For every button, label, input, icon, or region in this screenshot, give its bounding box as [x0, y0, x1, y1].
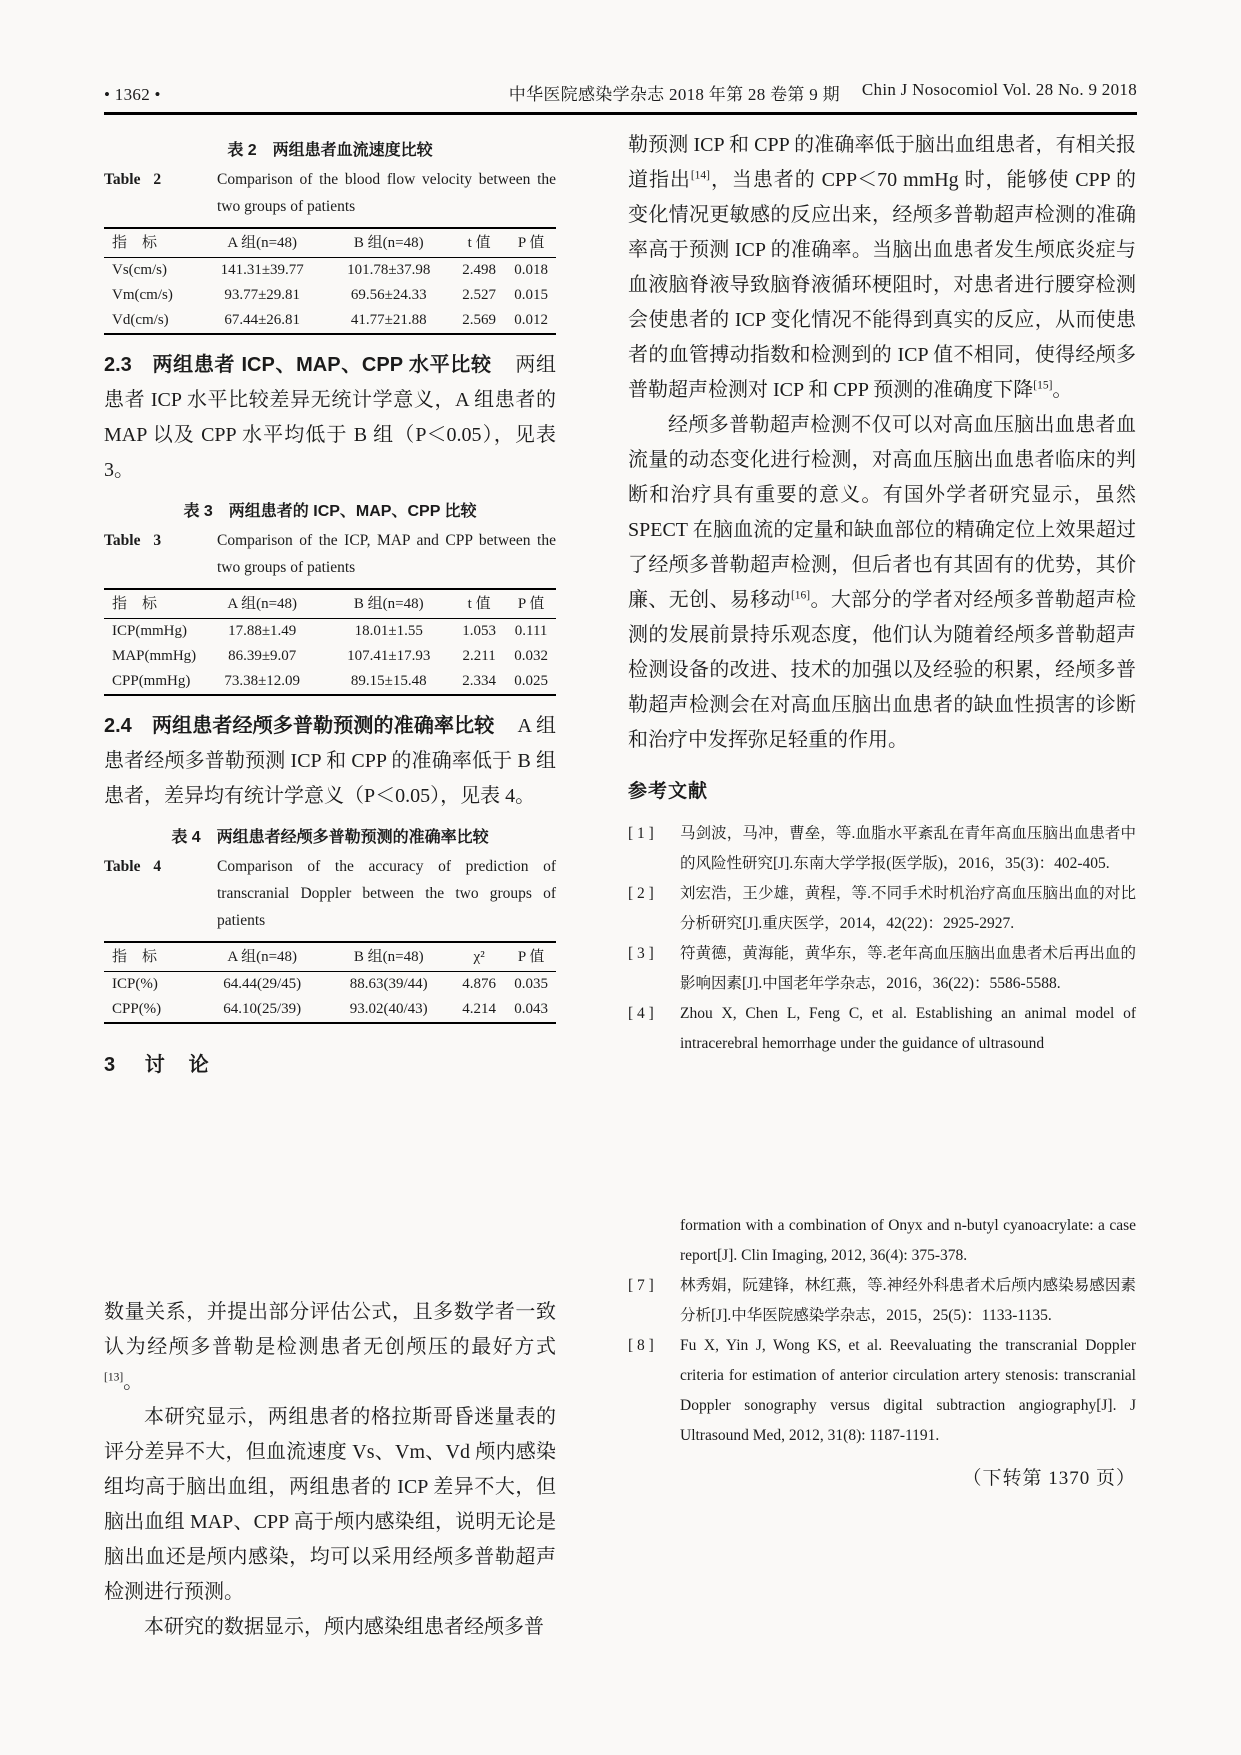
table-row — [104, 669, 556, 695]
journal-title-cn: 中华医院感染学杂志 2018 年第 28 卷第 9 期 — [508, 85, 840, 104]
citation-superscript: [15] — [1033, 379, 1053, 392]
table-header-cell: B 组(n=48) — [353, 235, 424, 251]
table-3-caption-label: Table 3 — [104, 532, 162, 549]
table-cell: Vm(cm/s) — [112, 287, 173, 303]
section-2-3-number: 2.3 — [104, 354, 132, 376]
table-header-row — [104, 589, 556, 619]
table-cell: ICP(%) — [112, 976, 158, 992]
paragraph: 勒预测 ICP 和 CPP 的准确率低于脑出血组患者，有相关报道指出[14]，当患者的 CPP＜70 mmHg 时，能够使 CPP 的变化情况更敏感的反应出来，经颅多普勒超声检测的准确率高于预测 ICP 的准确率。当脑出血患者发生颅底炎症与血液脑脊液导致脑脊液循环梗阻时，对患者进行腰穿检测会使患者的 ICP 变化情况不能得到真实的反应，从而使患者的血管搏动指数和检测到的 ICP 值不相同，使得经颅多普勒超声检测对 ICP 和 CPP 预测的准确度下降[15]。 — [628, 134, 1136, 401]
reference-text: Zhou X, Chen L, Feng C, et al. Establishing an animal model of intracerebral hemorrhage under the guidance of ultrasound — [680, 1005, 1136, 1052]
table-row — [104, 308, 556, 334]
table-4-caption-label: Table 4 — [104, 858, 162, 875]
table-cell: 101.78±37.98 — [347, 262, 431, 278]
paragraph: 本研究的数据显示，颅内感染组患者经颅多普 — [144, 1616, 544, 1638]
table-row — [104, 972, 556, 998]
reference-label: [ 2 ] — [628, 885, 654, 902]
table-header-cell: A 组(n=48) — [227, 949, 298, 965]
section-2-4-number: 2.4 — [104, 715, 132, 737]
table-cell: 1.053 — [462, 623, 496, 639]
table-header-cell: A 组(n=48) — [227, 596, 298, 612]
table-header-cell: A 组(n=48) — [227, 235, 298, 251]
reference-text: 刘宏浩，王少雄，黄程，等.不同手术时机治疗高血压脑出血的对比分析研究[J].重庆医学，2014，42(22)：2925-2927. — [680, 885, 1136, 932]
table-header-cell: P 值 — [517, 596, 545, 612]
references-heading: 参考文献 — [628, 781, 709, 802]
paragraph: 经颅多普勒超声检测不仅可以对高血压脑出血患者血流量的动态变化进行检测，对高血压脑出血患者临床的判断和治疗具有重要的意义。有国外学者研究显示，虽然 SPECT 在脑血流的定量和缺血部位的精确定位上效果超过了经颅多普勒超声检测，但后者也有其固有的优势，其价廉、无创、易移动[16]。大部分的学者对经颅多普勒超声检测的发展前景持乐观态度，他们认为随着经颅多普勒超声检测设备的改进、技术的加强以及经验的积累，经颅多普勒超声检测会在对高血压脑出血患者的缺血性损害的诊断和治疗中发挥弥足轻重的作用。 — [628, 414, 1137, 751]
table-row — [104, 258, 556, 284]
table-4 — [104, 941, 556, 1024]
discussion-heading — [104, 1048, 556, 1083]
continuation-note: （下转第 1370 页） — [962, 1468, 1136, 1489]
reference-text: 林秀娟，阮建锋，林红燕，等.神经外科患者术后颅内感染易感因素分析[J].中华医院感染学杂志，2015，25(5)：1133-1135. — [680, 1277, 1136, 1324]
paragraph: 本研究显示，两组患者的格拉斯哥昏迷量表的评分差异不大，但血流速度 Vs、Vm、Vd 颅内感染组均高于脑出血组，两组患者的 ICP 差异不大，但脑出血组 MAP、CPP 高于颅内感染组，说明无论是脑出血还是颅内感染，均可以采用经颅多普勒超声检测进行预测。 — [104, 1406, 556, 1603]
table-cell: 73.38±12.09 — [224, 673, 301, 689]
header-rule — [104, 112, 1137, 115]
left-column — [104, 128, 556, 1645]
reference-item — [628, 999, 1136, 1059]
reference-text: Fu X, Yin J, Wong KS, et al. Reevaluating the transcranial Doppler criteria for estimation of anterior circulation artery stenosis: transcranial Doppler sonography versus digital subtraction angiography[J]. J Ultrasound Med, 2012, 31(8): 1187-1191. — [680, 1337, 1136, 1444]
table-cell: 107.41±17.93 — [347, 648, 431, 664]
table-cell: 0.018 — [514, 262, 548, 278]
table-header-cell: χ² — [473, 949, 485, 965]
table-3 — [104, 588, 556, 696]
table-cell: 64.44(29/45) — [223, 976, 302, 992]
table-cell: 0.032 — [514, 648, 548, 664]
citation-superscript: [16] — [790, 589, 811, 602]
table-row — [104, 283, 556, 308]
table-3-block — [104, 499, 556, 696]
table-header-row — [104, 228, 556, 258]
section-2-3-body: 两组患者 ICP 水平比较差异无统计学意义，A 组患者的 MAP 以及 CPP 水平均低于 B 组（P＜0.05），见表 3。 — [104, 354, 557, 481]
table-row — [104, 997, 556, 1023]
table-4-block — [104, 825, 556, 1024]
table-4-caption-text: Comparison of the accuracy of prediction of transcranial Doppler between the two groups of patients — [217, 858, 556, 929]
reference-item — [628, 939, 1136, 999]
table-cell: 67.44±26.81 — [224, 312, 301, 328]
reference-label: [ 8 ] — [628, 1337, 654, 1354]
table-cell: 2.211 — [462, 648, 496, 664]
table-row — [104, 644, 556, 669]
table-cell: 41.77±21.88 — [350, 312, 427, 328]
table-cell: 141.31±39.77 — [220, 262, 304, 278]
table-row — [104, 619, 556, 645]
reference-label: [ 1 ] — [628, 825, 654, 842]
section-2-4-title: 两组患者经颅多普勒预测的准确率比较 — [151, 715, 495, 737]
reference-label: [ 4 ] — [628, 1005, 654, 1022]
table-cell: 93.77±29.81 — [224, 287, 301, 303]
content-gap — [104, 1083, 556, 1295]
reference-item — [628, 1211, 1136, 1271]
section-2-3 — [104, 348, 556, 488]
table-cell: 0.012 — [514, 312, 548, 328]
table-cell: CPP(mmHg) — [112, 673, 191, 689]
table-cell: 93.02(40/43) — [349, 1001, 428, 1017]
table-cell: 64.10(25/39) — [223, 1001, 302, 1017]
table-cell: ICP(mmHg) — [112, 623, 187, 639]
table-header-cell: P 值 — [517, 949, 545, 965]
discussion-number: 3 — [104, 1054, 116, 1076]
reference-text: 符黄德，黄海能，黄华东，等.老年高血压脑出血患者术后再出血的影响因素[J].中国老年学杂志，2016，36(22)：5586-5588. — [680, 945, 1136, 992]
table-cell: 89.15±15.48 — [350, 673, 427, 689]
reference-text: formation with a combination of Onyx and n-butyl cyanoacrylate: a case report[J]. Clin Imaging, 2012, 36(4): 375-378. — [680, 1217, 1136, 1264]
table-cell: 0.025 — [514, 673, 548, 689]
table-header-cell: 指 标 — [112, 235, 158, 251]
table-cell: 17.88±1.49 — [228, 623, 297, 639]
table-cell: 86.39±9.07 — [228, 648, 297, 664]
discussion-title: 讨 论 — [144, 1054, 211, 1076]
table-2-caption-en — [104, 166, 556, 220]
table-header-cell: P 值 — [517, 235, 545, 251]
table-cell: 2.498 — [462, 262, 496, 278]
table-4-caption-cn: 表 4 两组患者经颅多普勒预测的准确率比较 — [171, 829, 489, 846]
table-cell: MAP(mmHg) — [112, 648, 197, 664]
table-cell: 88.63(39/44) — [349, 976, 428, 992]
table-cell: 4.876 — [462, 976, 496, 992]
table-2-caption-label: Table 2 — [104, 171, 162, 188]
table-cell: 2.569 — [462, 312, 496, 328]
section-2-3-title: 两组患者 ICP、MAP、CPP 水平比较 — [152, 354, 492, 376]
table-cell: Vd(cm/s) — [112, 312, 169, 328]
section-2-4-body: A 组患者经颅多普勒预测 ICP 和 CPP 的准确率低于 B 组患者，差异均有统计学意义（P＜0.05），见表 4。 — [104, 715, 557, 807]
reference-item — [628, 879, 1136, 939]
table-cell: 69.56±24.33 — [350, 287, 427, 303]
table-2-caption-cn: 表 2 两组患者血流速度比较 — [227, 142, 433, 159]
table-cell: 0.111 — [514, 623, 548, 639]
section-2-4 — [104, 709, 556, 814]
table-header-cell: B 组(n=48) — [353, 596, 424, 612]
table-3-caption-en — [104, 527, 556, 581]
table-cell: 4.214 — [462, 1001, 496, 1017]
reference-item — [628, 819, 1136, 879]
table-3-caption-cn: 表 3 两组患者的 ICP、MAP、CPP 比较 — [183, 503, 477, 520]
table-4-caption-en — [104, 853, 556, 934]
reference-item — [628, 1331, 1136, 1451]
table-cell: Vs(cm/s) — [112, 262, 167, 278]
table-header-cell: 指 标 — [112, 949, 158, 965]
table-cell: 0.015 — [514, 287, 548, 303]
page-header — [104, 80, 1137, 105]
citation-superscript: [14] — [690, 169, 710, 182]
right-column — [628, 128, 1136, 1496]
page-number: • 1362 • — [104, 85, 161, 104]
table-header-cell: 指 标 — [112, 596, 158, 612]
table-3-caption-text: Comparison of the ICP, MAP and CPP between the two groups of patients — [217, 532, 556, 576]
table-cell: 2.334 — [462, 673, 496, 689]
table-cell: 0.035 — [514, 976, 548, 992]
reference-item — [628, 1271, 1136, 1331]
reference-label: [ 3 ] — [628, 945, 654, 962]
table-header-cell: t 值 — [467, 235, 491, 251]
table-cell: CPP(%) — [112, 1001, 162, 1017]
references-list — [628, 819, 1136, 1451]
reference-text: 马剑波，马冲，曹垒，等.血脂水平紊乱在青年高血压脑出血患者中的风险性研究[J].东南大学学报(医学版)，2016，35(3)：402-405. — [680, 825, 1136, 872]
table-2-block — [104, 138, 556, 335]
table-2 — [104, 227, 556, 335]
journal-title-en: Chin J Nosocomiol Vol. 28 No. 9 2018 — [861, 80, 1137, 99]
journal-line — [509, 80, 1137, 105]
table-header-cell: t 值 — [467, 596, 491, 612]
paragraph: 数量关系，并提出部分评估公式，且多数学者一致认为经颅多普勒是检测患者无创颅压的最好方式[13]。 — [104, 1301, 556, 1393]
table-cell: 0.043 — [514, 1001, 548, 1017]
table-2-caption-text: Comparison of the blood flow velocity between the two groups of patients — [217, 171, 556, 215]
table-cell: 2.527 — [462, 287, 496, 303]
table-header-cell: B 组(n=48) — [353, 949, 424, 965]
table-header-row — [104, 942, 556, 972]
reference-label: [ 7 ] — [628, 1277, 654, 1294]
citation-superscript: [13] — [104, 1371, 124, 1384]
table-cell: 18.01±1.55 — [354, 623, 423, 639]
